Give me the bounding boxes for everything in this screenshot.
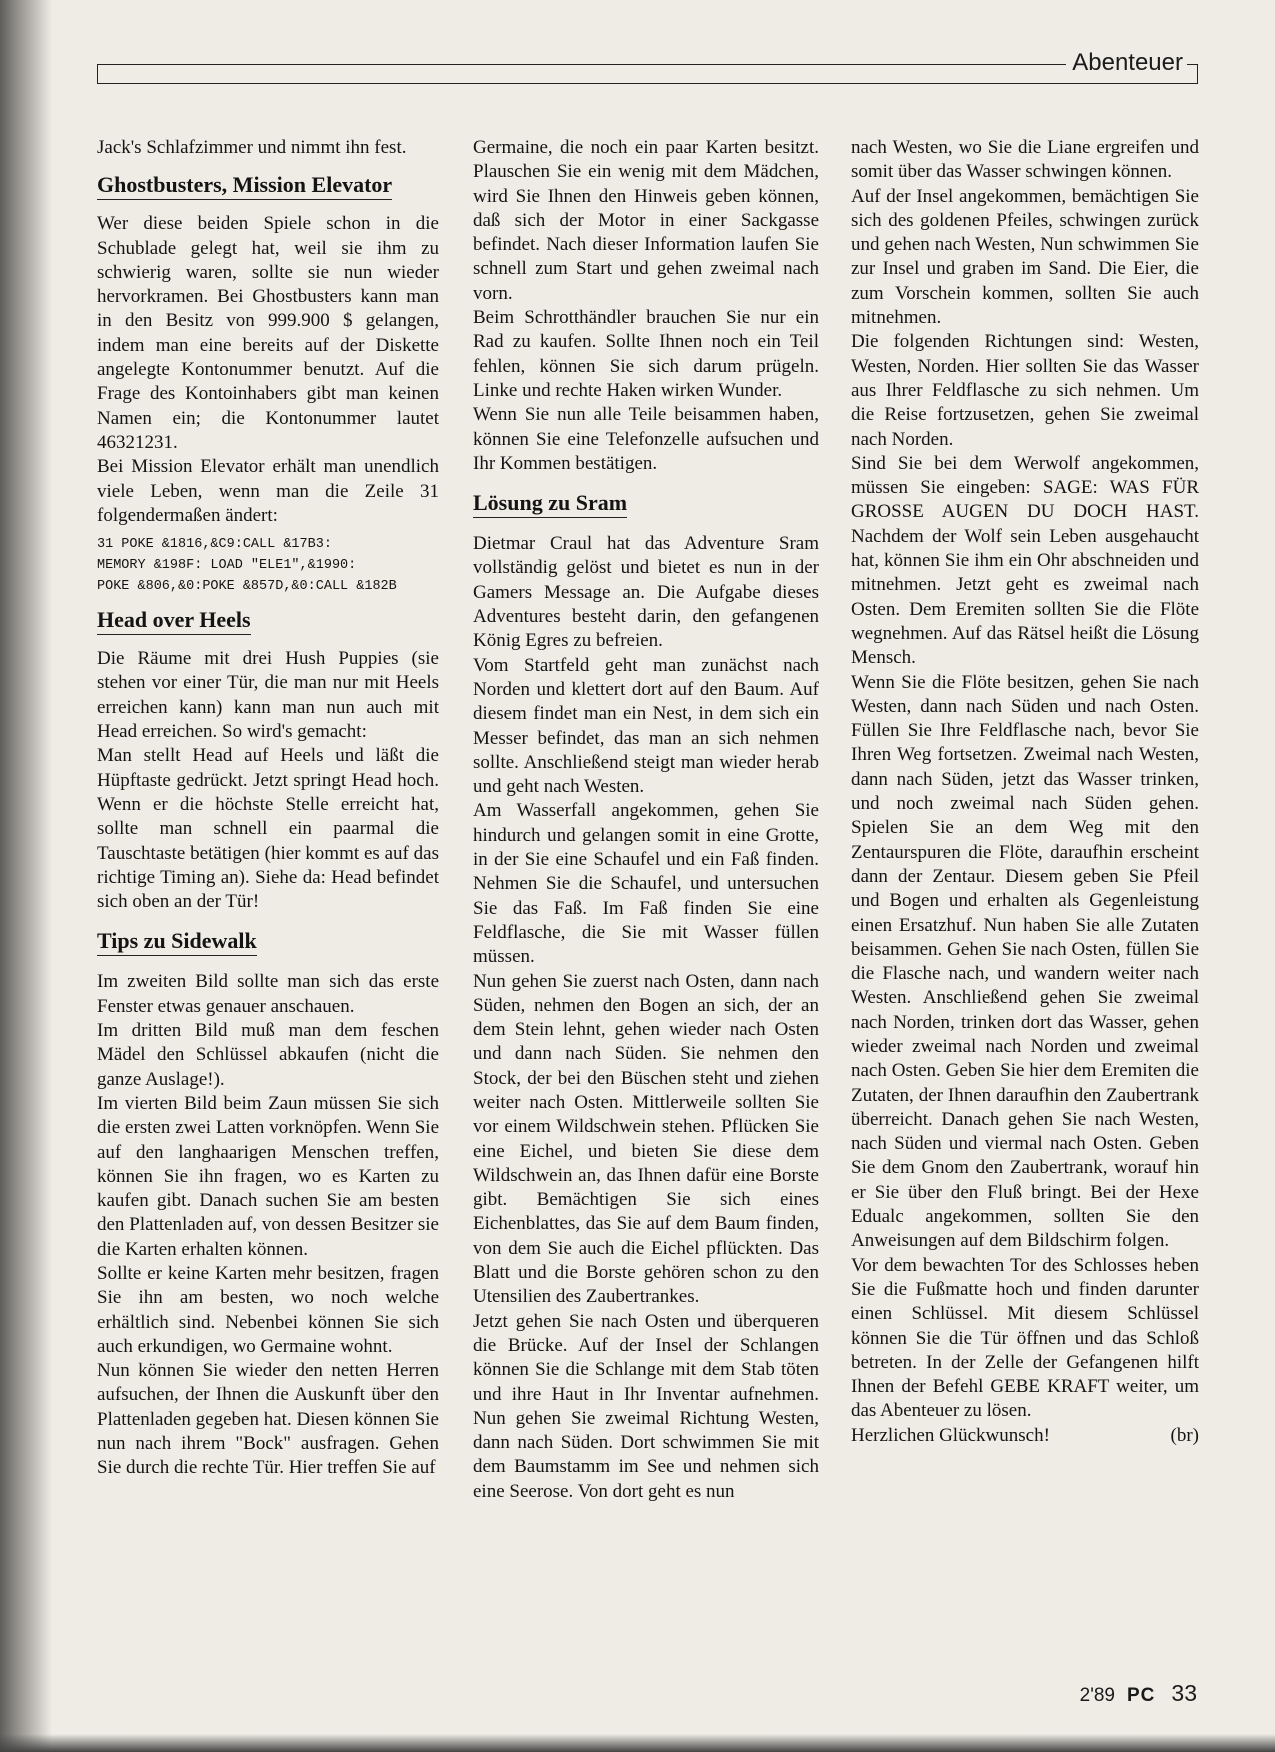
paragraph: Bei Mission Elevator erhält man unendlich viele Leben, wenn man die Zeile 31 folgendermaßen ändert: [97, 456, 439, 526]
paragraph: Man stellt Head auf Heels und läßt die Hüpftaste gedrückt. Jetzt springt Head hoch. Wenn er die höchste Stelle erreicht hat, sollte man schnell ein paarmal die Tauschtaste betätigen (hier kommt es auf das richtige Timing an). Siehe da: Head befindet sich oben an der Tür! [97, 745, 439, 913]
paragraph: Wer diese beiden Spiele schon in die Schublade gelegt hat, weil sie ihm zu schwierig waren, sollte sie nun wieder hervorkramen. Bei Ghostbusters kann man in den Besitz von 999.900 $ gelangen, indem man eine bereits auf der Diskette angelegte Kontonummer benutzt. Auf die Frage des Kontoinhabers gibt man keinen Namen ein; die Kontonummer lautet 46321231. [97, 213, 439, 453]
page-number: 33 [1171, 1680, 1197, 1706]
author-initials: (br) [1170, 1424, 1199, 1446]
section-title: Abenteuer [1066, 50, 1187, 76]
paragraph: Beim Schrotthändler brauchen Sie nur ein Rad zu kaufen. Sollte Ihnen noch ein Teil fehlen, können Sie sich darum prügeln. Linke und rechte Haken wirken Wunder. [473, 307, 819, 401]
paragraph: Am Wasserfall angekommen, gehen Sie hindurch und gelangen somit in eine Grotte, in der Sie eine Schaufel und ein Faß finden. Nehmen Sie die Schaufel, und untersuchen Sie das Faß. Im Faß finden Sie eine Feldflasche, die Sie mit Wasser füllen müssen. [473, 800, 819, 968]
paragraph: Germaine, die noch ein paar Karten besitzt. Plauschen Sie ein wenig mit dem Mädchen, wird Sie Ihnen den Hinweis geben können, daß sich der Motor in einer Sackgasse befindet. Nach dieser Information laufen Sie schnell zum Start und gehen zweimal nach vorn. [473, 137, 819, 304]
paragraph: Die folgenden Richtungen sind: Westen, Westen, Norden. Hier sollten Sie das Wasser aus Ihrer Feldflasche zu sich nehmen. Um die Reise fortzusetzen, gehen Sie zweimal nach Norden. [851, 331, 1199, 450]
paragraph: Vom Startfeld geht man zunächst nach Norden und klettert dort auf den Baum. Auf diesem findet man ein Nest, in dem sich ein Messer befindet, das man an sich nehmen sollte. Anschließend steigt man wieder herab und geht nach Westen. [473, 654, 819, 798]
signoff-line [851, 1424, 1199, 1448]
paragraph: Jack's Schlafzimmer und nimmt ihn fest. [97, 137, 407, 158]
heading-sram: Lösung zu Sram [473, 490, 627, 518]
paragraph: Die Räume mit drei Hush Puppies (sie stehen vor einer Tür, die man nur mit Heels erreichen kann) kann man nun auch mit Head erreichen. So wird's gemacht: [97, 648, 439, 743]
heading-sidewalk: Tips zu Sidewalk [97, 928, 257, 956]
heading-ghostbusters: Ghostbusters, Mission Elevator [97, 172, 392, 200]
paragraph: Wenn Sie die Flöte besitzen, gehen Sie nach Westen, dann nach Süden und nach Osten. Füllen Sie Ihre Feldflasche nach, bevor Sie Ihren Weg fortsetzen. Zweimal nach Westen, dann nach Süden, jetzt das Wasser trinken, und noch zweimal nach Süden gehen. Spielen Sie an dem Weg mit den Zentaurspuren die Flöte, daraufhin erscheint dann der Zentaur. Diesem geben Sie Pfeil und Bogen und erhalten als Gegenleistung einen Ersatzhuf. Nun haben Sie alle Zutaten beisammen. Gehen Sie nach Osten, füllen Sie die Flasche nach, und wandern weiter nach Westen. Anschließend gehen Sie zweimal nach Norden, trinken dort das Wasser, gehen wieder zweimal nach Norden und zweimal nach Osten. Geben Sie hier dem Eremiten die Zutaten, der Ihnen daraufhin den Zaubertrank überreicht. Danach gehen Sie nach Westen, nach Süden und viermal nach Osten. Geben Sie dem Gnom den Zaubertrank, worauf hin er Sie über den Fluß bringt. Bei der Hexe Edualc angekommen, sollten Sie den Anweisungen auf dem Bildschirm folgen. [851, 671, 1199, 1252]
paragraph: Jetzt gehen Sie nach Osten und überqueren die Brücke. Auf der Insel der Schlangen können Sie die Schlange mit dem Stab töten und ihre Haut in Ihr Inventar aufnehmen. Nun gehen Sie zweimal Richtung Westen, dann nach Süden. Dort schwimmen Sie mit dem Baumstamm im See und nehmen sich eine Seerose. Von dort geht es nun [473, 1310, 819, 1502]
page-binding-shadow [0, 0, 52, 1752]
paragraph: Dietmar Craul hat das Adventure Sram vollständig gelöst und bietet es nun in der Gamers Message an. Die Aufgabe dieses Adventures besteht darin, den gefangenen König Egres zu befreien. [473, 533, 819, 652]
column-2 [473, 136, 819, 1504]
paragraph: Nun gehen Sie zuerst nach Osten, dann nach Süden, nehmen den Bogen an sich, der an dem Stein lehnt, gehen wieder nach Osten und dann nach Süden. Sie nehmen den Stock, der bei den Büschen steht und ziehen weiter nach Osten. Mittlerweile sollten Sie vor einem Wildschwein stehen. Pflücken Sie eine Eichel, und bieten Sie diese dem Wildschwein an, das Ihnen dafür eine Borste gibt. Bemächtigen Sie sich eines Eichenblattes, das Sie auf dem Baum finden, von dem Sie auch die Eichel pflückten. Das Blatt und die Borste gehören schon zu den Utensilien des Zaubertrankes. [473, 970, 819, 1308]
paragraph: Im zweiten Bild sollte man sich das erste Fenster etwas genauer anschauen. [97, 971, 439, 1017]
issue-number: 2'89 [1079, 1685, 1115, 1706]
code-listing: 31 POKE &1816,&C9:CALL &17B3: MEMORY &198F: LOAD "ELE1",&1990: POKE &806,&0:POKE &857D,&0:CALL &182B [97, 537, 397, 595]
page-footer [1080, 1680, 1197, 1707]
column-3 [851, 136, 1199, 1448]
paragraph: Wenn Sie nun alle Teile beisammen haben, können Sie eine Telefonzelle aufsuchen und Ihr Kommen bestätigen. [473, 404, 819, 474]
paragraph: Nun können Sie wieder den netten Herren aufsuchen, der Ihnen die Auskunft über den Plattenladen gegeben hat. Diesen können Sie nun nach ihrem "Bock" ausfragen. Gehen Sie durch die rechte Tür. Hier treffen Sie auf [97, 1360, 439, 1479]
paragraph: Vor dem bewachten Tor des Schlosses heben Sie die Fußmatte hoch und finden darunter einen Schlüssel. Mit diesem Schlüssel können Sie die Tür öffnen und das Schloß betreten. In der Zelle der Gefangenen hilft Ihnen der Befehl GEBE KRAFT weiter, um das Abenteuer zu lösen. [851, 1254, 1199, 1422]
scan-bottom-edge [0, 1734, 1275, 1752]
paragraph: nach Westen, wo Sie die Liane ergreifen und somit über das Wasser schwingen können. [851, 137, 1199, 183]
paragraph: Sollte er keine Karten mehr besitzen, fragen Sie ihn am besten, wo noch welche erhältlich sind. Nebenbei können Sie sich auch erkundigen, wo Germaine wohnt. [97, 1262, 439, 1357]
heading-head-over-heels: Head over Heels [97, 607, 251, 635]
section-header [97, 49, 1198, 84]
paragraph: Im dritten Bild muß man dem feschen Mädel den Schlüssel abkaufen (nicht die ganze Auslage!). [97, 1020, 439, 1090]
closing-text: Herzlichen Glückwunsch! [851, 1424, 1050, 1446]
paragraph: Auf der Insel angekommen, bemächtigen Sie sich des goldenen Pfeiles, schwingen zurück und gehen nach Westen, Nun schwimmen Sie zur Insel und graben im Sand. Die Eier, die zum Vorschein kommen, sollten Sie auch mitnehmen. [851, 185, 1199, 329]
column-1 [97, 136, 439, 1481]
paragraph: Im vierten Bild beim Zaun müssen Sie sich die ersten zwei Latten vorknöpfen. Wenn Sie auf den langhaarigen Menschen treffen, können Sie ihn fragen, wo es Karten zu kaufen gibt. Danach suchen Sie am besten den Plattenladen auf, von dessen Besitzer sie die Karten erhalten können. [97, 1092, 439, 1260]
paragraph: Sind Sie bei dem Werwolf angekommen, müssen Sie eingeben: SAGE: WAS FÜR GROSSE AUGEN DU DOCH HAST. Nachdem der Wolf sein Leben ausgehaucht hat, können Sie ihm ein Ohr abschneiden und mitnehmen. Jetzt geht es zweimal nach Osten. Dem Eremiten sollten Sie die Flöte wegnehmen. Auf das Rätsel heißt die Lösung Mensch. [851, 452, 1199, 669]
magazine-logo: PC [1127, 1685, 1156, 1706]
